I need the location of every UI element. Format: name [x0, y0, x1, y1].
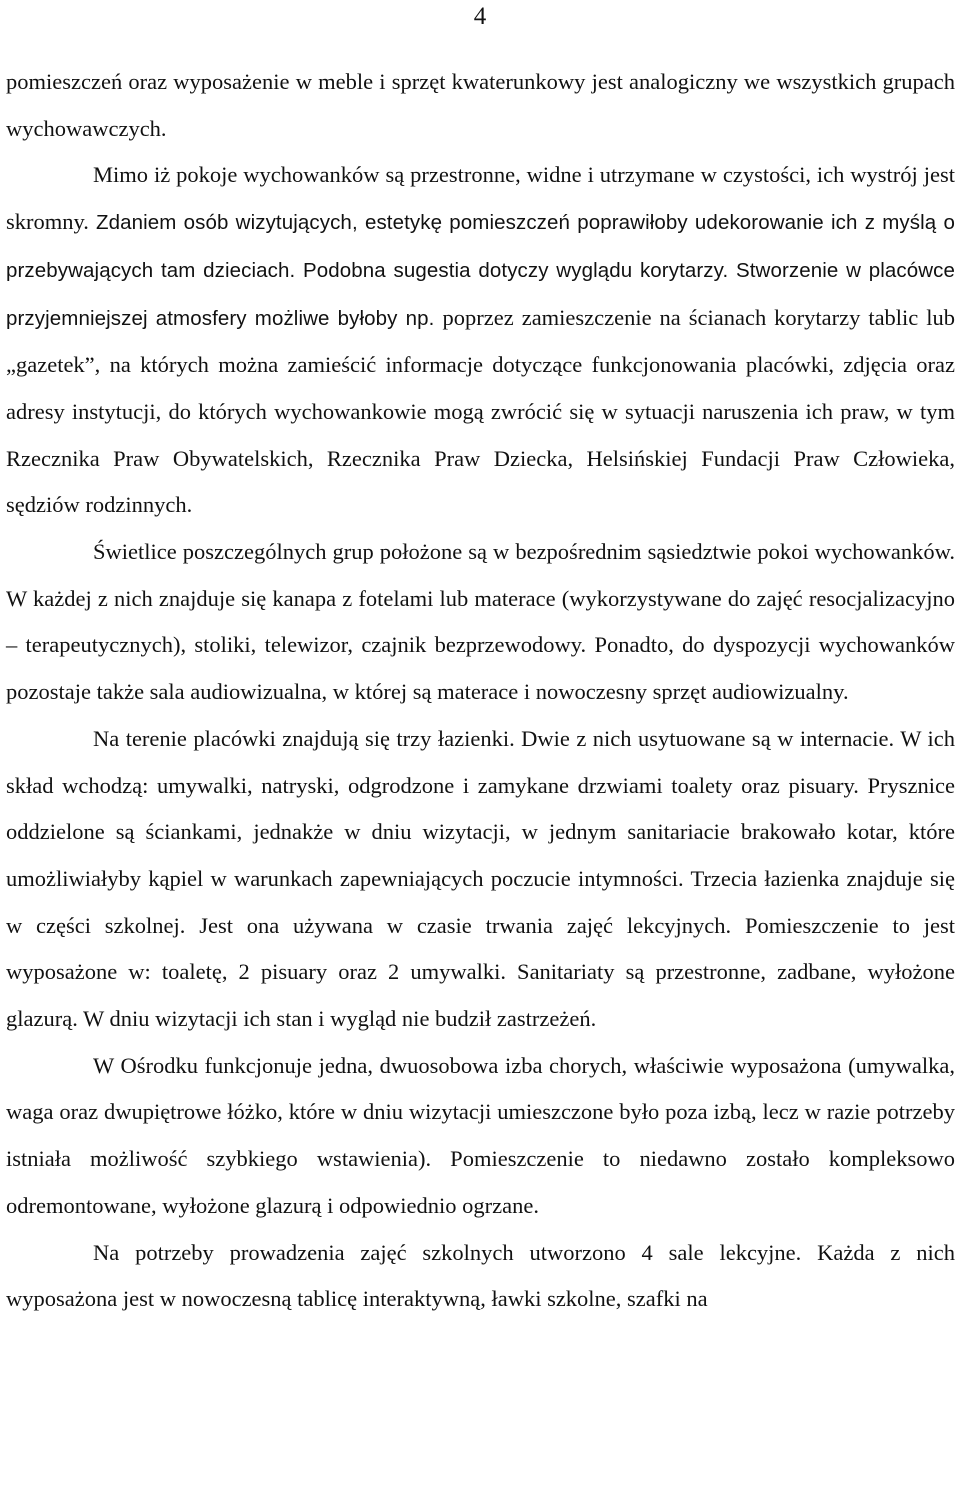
- text-run: Mimo iż pokoje wychowanków są przestronne, widne i utrzymane w czystości, ich wystrój jest skromny.: [6, 162, 955, 235]
- document-body: [6, 59, 955, 1323]
- paragraph-2: [6, 152, 955, 529]
- text-run-sans: Zdaniem osób wizytujących, estetykę pomieszczeń poprawiłoby udekorowanie ich z myślą o przebywających tam dzieciach. Podobna sugestia dotyczy wyglądu korytarzy. Stworzenie w placówce przyjemniejszej atmosfery możliwe byłoby np.: [6, 211, 955, 330]
- paragraph-3: [6, 529, 955, 716]
- text-run: Na terenie placówki znajdują się trzy łazienki. Dwie z nich usytuowane są w internacie. W ich skład wchodzą: umywalki, natryski, odgrodzone i zamykane drzwiami toalety oraz pisuary. Prysznice oddzielone są ściankami, jednakże w dniu wizytacji, w jednym sanitariacie brakowało kotar, które umożliwiałyby kąpiel w warunkach zapewniających poczucie intymności. Trzecia łazienka znajduje się w części szkolnej. Jest ona używana w czasie trwania zajęć lekcyjnych. Pomieszczenie to jest wyposażone w: toaletę, 2 pisuary oraz 2 umywalki. Sanitariaty są przestronne, zadbane, wyłożone glazurą. W dniu wizytacji ich stan i wygląd nie budził zastrzeżeń.: [6, 725, 955, 1032]
- page-number: 4: [473, 3, 487, 30]
- text-run: poprzez zamieszczenie na ścianach korytarzy tablic lub „gazetek”, na których można zamieścić informacje dotyczące funkcjonowania placówki, zdjęcia oraz adresy instytucji, do których wychowankowie mogą zwrócić się w sytuacji naruszenia ich praw, w tym Rzecznika Praw Obywatelskich, Rzecznika Praw Dziecka, Helsińskiej Fundacji Praw Człowieka, sędziów rodzinnych.: [6, 304, 955, 518]
- paragraph-4: [6, 716, 955, 1043]
- text-run: W Ośrodku funkcjonuje jedna, dwuosobowa izba chorych, właściwie wyposażona (umywalka, waga oraz dwupiętrowe łóżko, które w dniu wizytacji umieszczone było poza izbą, lecz w razie potrzeby istniała możliwość szybkiego wstawienia). Pomieszczenie to niedawno zostało kompleksowo odremontowane, wyłożone glazurą i odpowiednio ogrzane.: [6, 1052, 955, 1218]
- paragraph-6: [6, 1230, 955, 1323]
- text-run: Świetlice poszczególnych grup położone są w bezpośrednim sąsiedztwie pokoi wychowanków. W każdej z nich znajduje się kanapa z fotelami lub materace (wykorzystywane do zajęć resocjalizacyjno – terapeutycznych), stoliki, telewizor, czajnik bezprzewodowy. Ponadto, do dyspozycji wychowanków pozostaje także sala audiowizualna, w której są materace i nowoczesny sprzęt audiowizualny.: [6, 539, 955, 705]
- paragraph-5: [6, 1043, 955, 1230]
- paragraph-1: [6, 59, 955, 152]
- text-run: Na potrzeby prowadzenia zajęć szkolnych utworzono 4 sale lekcyjne. Każda z nich wyposażona jest w nowoczesną tablicę interaktywną, ławki szkolne, szafki na: [6, 1239, 955, 1312]
- text-run: pomieszczeń oraz wyposażenie w meble i sprzęt kwaterunkowy jest analogiczny we wszystkich grupach wychowawczych.: [6, 69, 955, 141]
